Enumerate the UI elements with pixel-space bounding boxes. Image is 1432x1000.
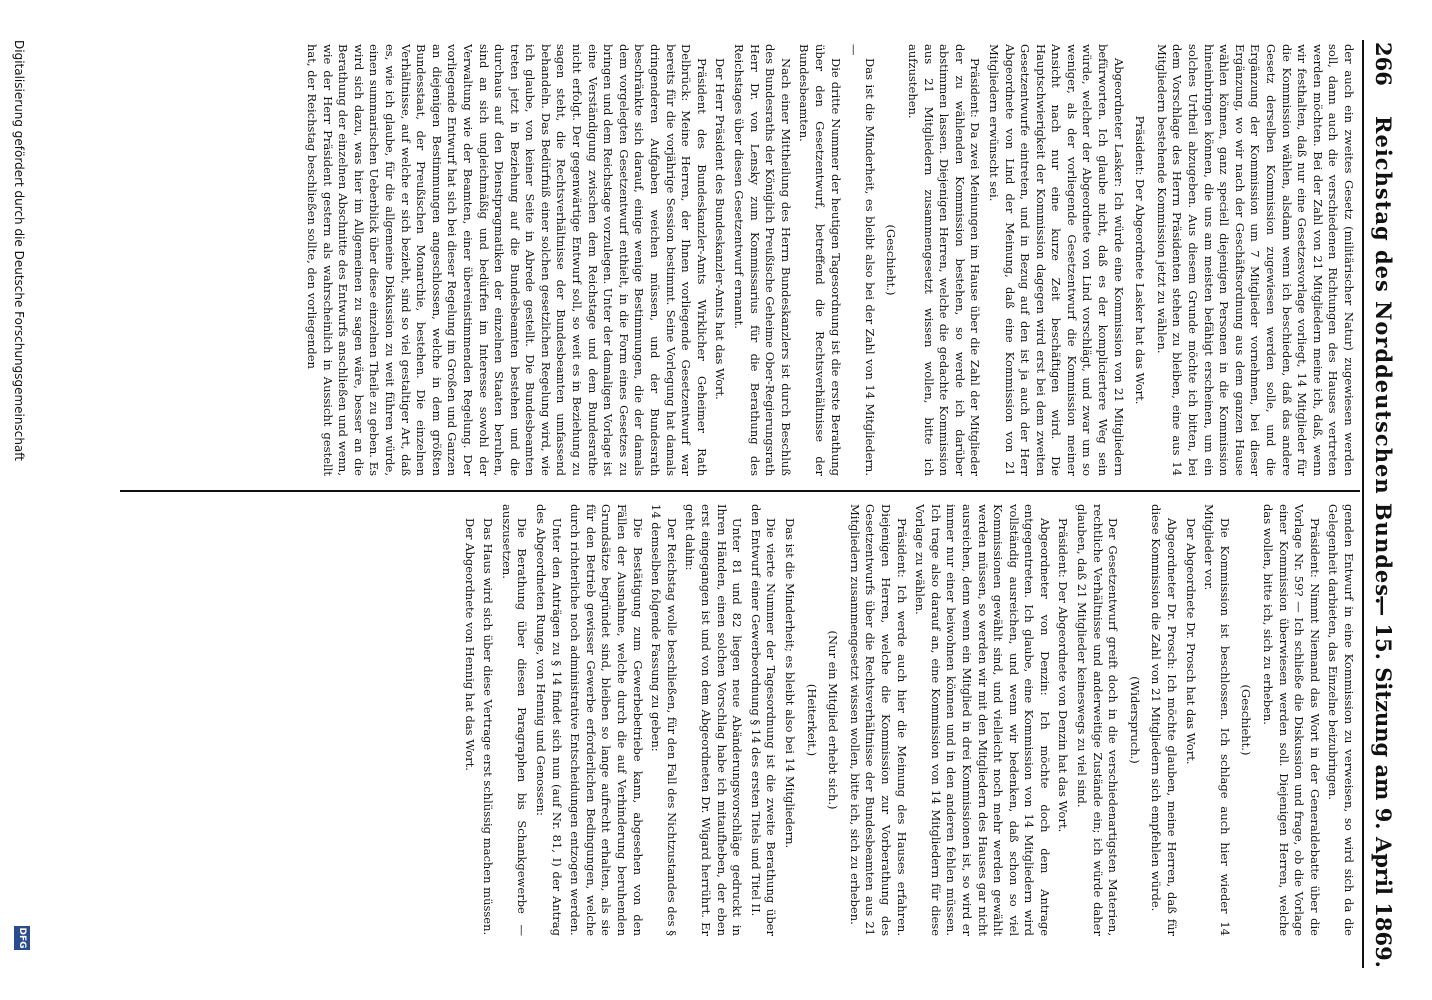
paragraph: (Widerspruch.)	[1127, 676, 1142, 764]
paragraph: Das Haus wird sich über diese Vertrage erst schlüssig machen müssen.	[481, 518, 496, 936]
paragraph: Die dritte Nummer der heutigen Tagesordnung ist die erste Berathung über den Gesetzentwurf, betreffend die Rechtsverhältnisse der Bundesbeamten.	[797, 44, 843, 476]
paragraph: Präsident: Der Abgeordnete von Denzin hat das Wort.	[1056, 518, 1071, 833]
paragraph: (Geschieht.)	[1239, 684, 1254, 756]
paragraph: Präsident des Bundeskanzler-Amts Wirklicher Geheimer Rath Delbrück: Meine Herren, der Ihnen vorliegende Gesetzentwurf war bereits für die vorjährige Session bestimmt. Seine Vorlegung hat damals dringenderen Aufgaben weichen müssen, und der Bundesrath beschränkte sich darauf, einige wenige Bestimmungen, die der damals dem vorgelegten Gesetzentwurf enthielt, in die Form eines Gesetzes zu bringen und dem Reichstage vorzulegen. Unter der damaligen Vorlage ist eine Verständigung zwischen dem Reichstage und dem Bundesrathe nicht erfolgt. Der gegenwärtige Entwurf soll, so weit es in Beziehung zu sagen steht, die Rechtsverhältnisse der Bundesbeamten umfassend behandeln. Das Bedürfniß einer solchen gesetzlichen Regelung wird, wie ich glaube, von keiner Seite in Abrede gestellt. Die Bundesbeamten treten jetzt in Beziehung auf die Bundesbeamten bestehen und die durchaus auf den Dienstpragmatiken der einzelnen Staaten beruhen, sind an sich ungleichmäßig und bedürfen im Interesse sowohl der Verwaltung wie der Beamten, einer übereinstimmenden Regelung. Der vorliegende Entwurf hat sich bei dieser Regelung im Großen und Ganzen an diejenigen Bestimmungen angeschlossen, welche in dem größten Bundesstaat, der Preußischen Monarchie, bestehen. Die einzelnen Verhältnisse, auf welche er sich bezieht, sind so viel gestaltiger Art, daß es, wie ich glaube, für die allgemeine Diskussion zu weit führen würde, einen summarischen Ueberblick über diese einzelnen Theile zu geben. Es wird sich dazu, was hier im Allgemeinen zu sagen wäre, besser an die Berathung der einzelnen Abschnitte des Entwurfs anschließen und wenn, wie der Herr Präsident gestern als wahrscheinlich in Aussicht gestellt hat, der Reichstag beschließen sollte, den vorliegenden	[305, 44, 709, 476]
paragraph: (Nur ein Mitglied erhebt sich.)	[826, 630, 841, 810]
paragraph: Unter den Anträgen zu § 14 findet sich nun (auf Nr. 81, I) der Antrag des Abgeordneten Runge, von Hennig und Genossen:	[534, 504, 564, 936]
paragraph: Abgeordneter von Denzin: Ich möchte doch dem Antrage entgegentreten. Ich glaube, eine Kommission von 14 Mitgliedern wird vollständig ausreichen, und wenn wir bedenken, daß schon so viel Kommissionen gewählt sind, und vielleicht noch mehr werden gewählt werden müssen, so werden wir mit den Mitgliedern des Hauses gar nicht ausreichen, denn wenn ein Mitglied in drei Kommissionen ist, so wird er immer nur einer beiwohnen können und in den anderen fehlen müssen. Ich trage also darauf an, eine Kommission von 14 Mitgliedern für diese Vorlage zu wählen.	[913, 504, 1052, 936]
paragraph: der auch ein zweites Gesetz (militärischer Natur) zugewiesen werden soll, dann auch die verschiedenen Richtungen des Hauses vertreten werden möchten. Bei der Zahl von 21 Mitgliedern meine ich, daß, wenn wir festhalten, daß nur eine Gesetzesvorlage vorliegt, 14 Mitglieder für die Kommission wählen, alsdann wenn ich beschieden, daß das andere Gesetz derselben Kommission zugewiesen werden solle, und die Ergänzung der Kommission um 7 Mitglieder vornehmen, bei dieser Ergänzung, wo wir nach der Geschäftsordnung aus dem ganzen Hause wählen können, ganz speciell diejenigen Personen in die Kommission hineinbringen können, die uns am meisten befähigt erscheinen, um ein solches Urtheil abzugeben. Aus diesem Grunde möchte ich bitten, bei dem Vorschlage des Herrn Präsidenten stehen zu bleiben, eine aus 14 Mitgliedern bestehende Kommission jetzt zu wählen.	[1154, 44, 1356, 476]
paragraph: Präsident: Ich werde auch hier die Meinung des Hauses erfahren. Diejenigen Herren, welche die Kommission zur Vorberathung des Gesetzentwurfs über die Rechtsverhältnisse der Bundesbeamten aus 21 Mitgliedern zusammengesetzt wissen wollen, bitte ich, sich zu erheben.	[847, 504, 909, 936]
paragraph: Der Gesetzentwurf greift doch in die verschiedenartigsten Materien, rechtliche Verhältnisse und anderweitige Zustände ein; ich würde daher glauben, daß 21 Mitglieder keineswegs zu viel sind.	[1075, 504, 1121, 936]
paragraph: Die Berathung über diesen Paragraphen bis Schankgewerbe — auszusetzen.	[499, 504, 530, 936]
paragraph: Der Reichstag wolle beschließen, für den Fall des Nichtzustandes des § 14 demselben folgende Fassung zu geben:	[649, 504, 679, 936]
paragraph: Der Herr Präsident des Bundeskanzler-Amts hat das Wort.	[713, 58, 728, 400]
page-header	[1368, 42, 1396, 968]
paragraph: Die vierte Nummer der Tagesordnung ist die zweite Berathung über den Entwurf einer Gewerbeordnung § 14 des ersten Titels und Titel II.	[748, 504, 779, 936]
paragraph: (Geschieht.)	[884, 224, 899, 296]
paragraph: Nach einer Mittheilung des Herrn Bundeskanzlers ist durch Beschluß des Bundesraths der Königlich Preußische Geheime Ober-Regierungsrath Herr Dr. von Lensky zum Kommissarius für die Berathung des Reichstages über diesen Gesetzentwurf ernannt.	[732, 44, 793, 476]
paragraph: Das ist die Minderheit, es bleibt also bei der Zahl von 14 Mitgliedern. —	[847, 44, 877, 476]
running-title: Reichstag des Norddeutschen Bundes.	[1371, 116, 1396, 606]
paragraph: Abgeordneter Lasker: Ich würde eine Kommission von 21 Mitgliedern befürworten. Ich glaube nicht, daß es der kompliciertere Weg sein würde, welcher der Abgeordnete von Lind vorschlägt, und zwar um so weniger, als der vorliegende Gesetzentwurf die Kommission meiner Ansicht nach nur eine kurze Zeit beschäftigen wird. Die Hauptschwierigkeit der Kommission dagegen wird erst bei dem zweiten Gesetzentwurfe eintreten, und in Bezug auf den ist ja auch der Herr Abgeordnete von Lind der Meinung, daß eine Kommission von 21 Mitgliedern erwünscht sei.	[986, 44, 1126, 476]
paragraph: Die Bestätigung zum Gewerbebetriebe kann, abgesehen von den Fällen der Ausnahme, welche durch die auf Verhinderung beruhenden Grundsätze begründet sind, bleiben so lange aufrecht erhalten, als sie für den Betrieb gewisser Gewerbe erforderlichen Bedingungen, welche durch richterliche noch administrative Entscheidungen entzogen werden.	[568, 504, 645, 936]
right-column	[116, 504, 1356, 936]
session-date: — 15. Sitzung am 9. April 1869.	[1371, 595, 1396, 968]
dfg-logo: DFG	[14, 926, 30, 950]
left-column	[116, 44, 1356, 476]
paragraph: Die Kommission ist beschlossen. Ich schlage auch hier wieder 14 Mitglieder vor.	[1202, 504, 1232, 936]
digitization-credit: Digitalisierung gefördert durch die Deutsche Forschungsgemeinschaft	[12, 40, 26, 462]
paragraph: Präsident: Nimmt Niemand das Wort in der Generaldebatte über die Vorlage Nr. 59? — Ich schließe die Diskussion und frage, ob die Vorlage einer Kommission überwiesen werden soll. Diejenigen Herren, welche das wollen, bitte ich, sich zu erheben.	[1261, 504, 1322, 936]
paragraph: Der Abgeordnete Dr. Prosch hat das Wort.	[1183, 518, 1198, 765]
column-divider	[120, 490, 1360, 492]
paragraph: genden Entwurf in eine Kommission zu verweisen, so wird sich da die Gelegenheit darbieten, das Einzelne beizubringen.	[1326, 504, 1356, 936]
paragraph: Präsident: Da zwei Meinungen im Hause über die Zahl der Mitglieder der zu wählenden Kommission bestehen, so werde ich darüber abstimmen lassen. Diejenigen Herren, welche die gedachte Kommission aus 21 Mitgliedern zusammengesetzt wissen wollen, bitte ich aufzustehen.	[905, 44, 983, 476]
paragraph: Der Abgeordnete von Hennig hat das Wort.	[462, 518, 477, 771]
page-number: 266	[1371, 42, 1396, 86]
paragraph: Unter 81 und 82 liegen neue Abänderungsvorschläge gedruckt in Ihren Händen, einen solchen Vorschlag habe ich mitaufheben, der eben erst eingegangen ist und von dem Abgeordneten Dr. Wigard herrührt. Er geht dahin:	[683, 504, 745, 936]
paragraph: Das ist die Minderheit; es bleibt also bei 14 Mitgliedern.	[783, 518, 797, 849]
header-rule	[1362, 40, 1364, 968]
paragraph: Präsident: Der Abgeordnete Lasker hat das Wort.	[1133, 115, 1148, 405]
paragraph: (Heiterkeit.)	[804, 683, 819, 757]
paragraph: Abgeordneter Dr. Prosch: Ich möchte glauben, meine Herren, daß für diese Kommission die Zahl von 21 Mitgliedern sich empfehlen würde.	[1149, 504, 1180, 936]
